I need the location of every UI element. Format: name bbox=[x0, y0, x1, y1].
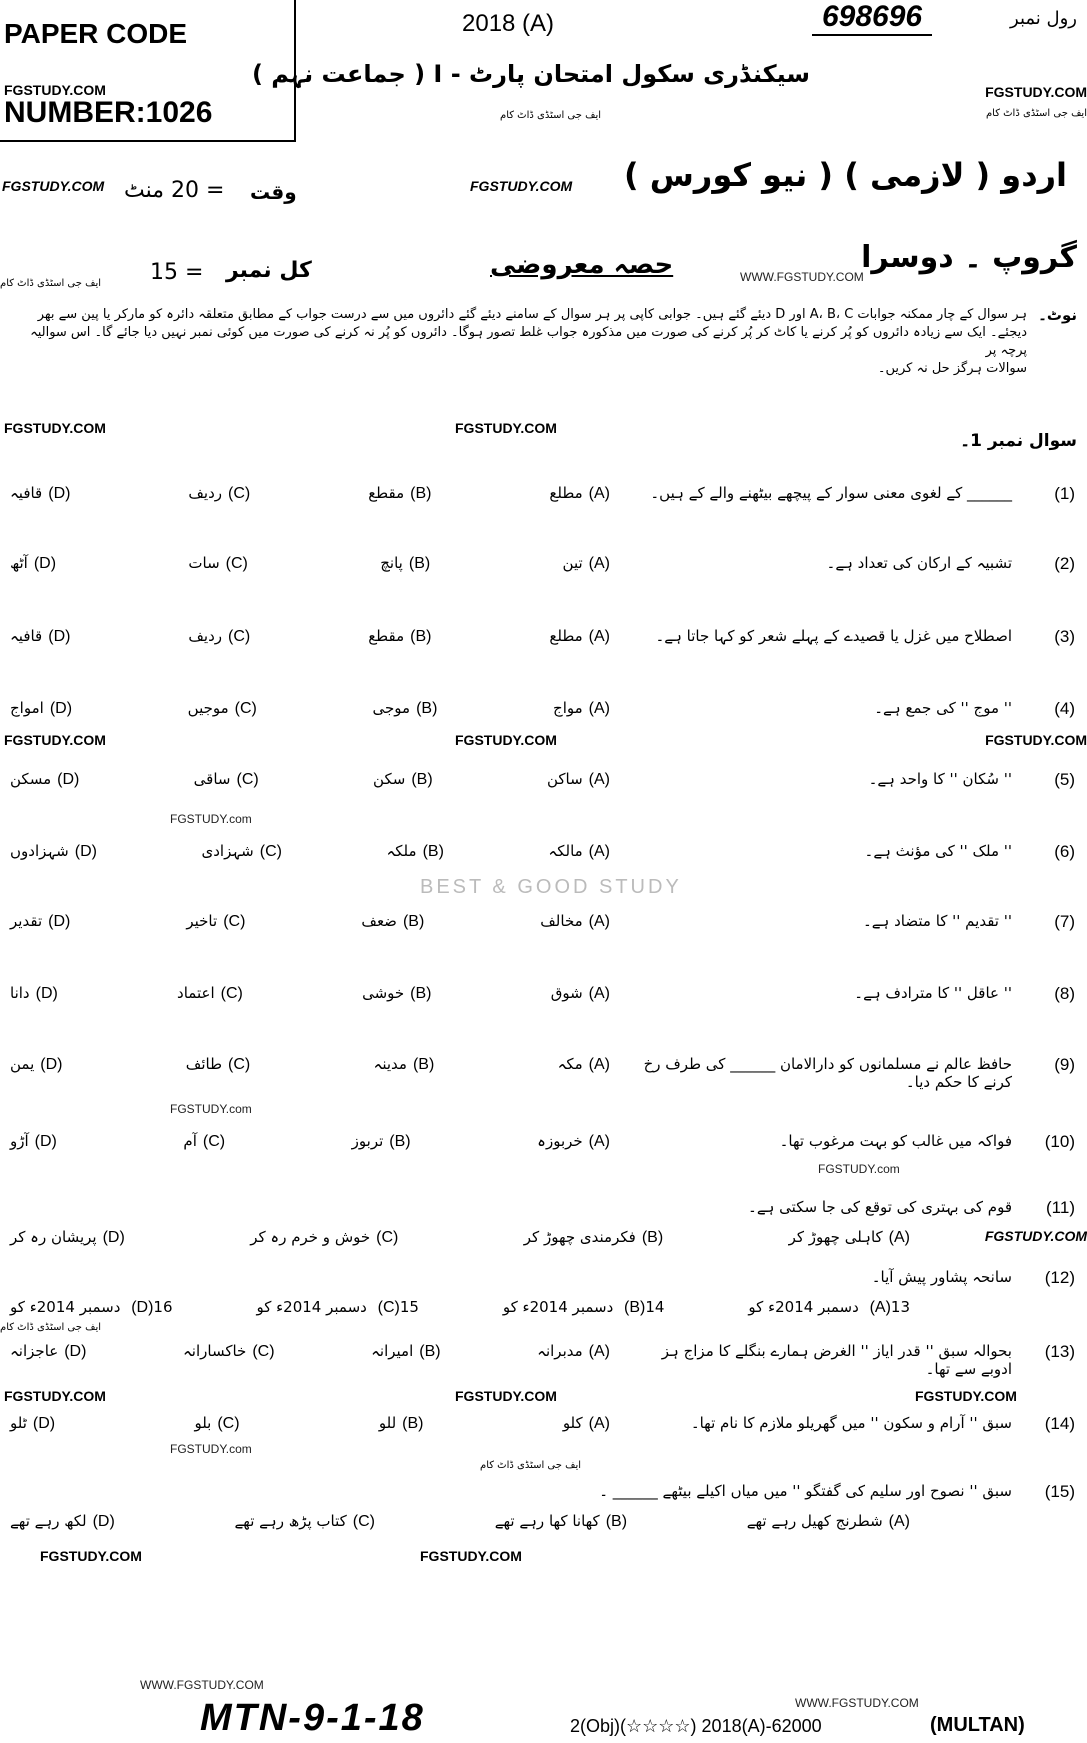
option-label: (A) bbox=[588, 1343, 610, 1360]
option-d bbox=[10, 484, 70, 503]
option-label: (D) bbox=[64, 1343, 87, 1360]
watermark: WWW.FGSTUDY.COM bbox=[140, 1678, 264, 1692]
question-number: (2) bbox=[1054, 554, 1075, 573]
option-label: (D) bbox=[48, 913, 71, 930]
option-label: (A) bbox=[588, 628, 610, 645]
option-a bbox=[549, 627, 610, 646]
option-label: (A) bbox=[588, 843, 610, 860]
option-text: سکن bbox=[373, 770, 406, 788]
option-c bbox=[188, 554, 247, 573]
option-text: خربوزہ bbox=[537, 1132, 583, 1150]
footer-city: (MULTAN) bbox=[930, 1714, 1025, 1736]
options-row bbox=[10, 1512, 910, 1531]
option-c bbox=[188, 627, 250, 646]
option-label: (D) bbox=[40, 1056, 63, 1073]
option-a bbox=[549, 484, 610, 503]
watermark-urdu: ایف جی اسٹڈی ڈاٹ کام bbox=[500, 110, 602, 121]
option-text: خوش و خرم رہ کر bbox=[250, 1228, 371, 1246]
option-label: (D) bbox=[32, 1415, 56, 1432]
option-d bbox=[10, 1342, 86, 1361]
option-text: کاہلی چھوڑ کر bbox=[788, 1228, 883, 1246]
watermark: FGSTUDY.COM bbox=[2, 178, 105, 194]
option-label: (D) bbox=[102, 1229, 125, 1246]
option-text: آڑو bbox=[10, 1132, 29, 1150]
watermark: FGSTUDY.com bbox=[170, 812, 252, 826]
option-label: (D) bbox=[35, 985, 58, 1002]
footer-code: 2(Obj)(☆☆☆☆) 2018(A)-62000 bbox=[570, 1716, 822, 1736]
options-row bbox=[10, 1342, 610, 1361]
option-text: بلو bbox=[194, 1414, 212, 1432]
option-text: قافیہ bbox=[10, 627, 43, 645]
question-text: حافظ عالم نے مسلمانوں کو دارالامان ______ کی طرف رخ کرنے کا حکم دیا۔ bbox=[643, 1055, 1012, 1091]
option-label: (A) bbox=[588, 771, 610, 788]
option-d bbox=[10, 912, 70, 931]
question-text: '' تقدیم '' کا متضاد ہے۔ bbox=[862, 912, 1012, 930]
option-label: (B) bbox=[422, 843, 444, 860]
option-label: (B) bbox=[410, 985, 432, 1002]
option-text: ردیف bbox=[188, 484, 223, 502]
option-c bbox=[186, 912, 245, 931]
option-label: (B) bbox=[419, 1343, 441, 1360]
option-d bbox=[10, 1055, 62, 1074]
question-text: تشبیہ کے ارکان کی تعداد ہے۔ bbox=[826, 554, 1012, 572]
option-text: مقطع bbox=[368, 627, 405, 645]
watermark-urdu: ایف جی اسٹڈی ڈاٹ کام bbox=[480, 1460, 582, 1471]
option-label: (B) bbox=[641, 1229, 664, 1246]
option-b bbox=[368, 627, 431, 646]
watermark: FGSTUDY.COM bbox=[985, 84, 1087, 100]
question-number: (14) bbox=[1044, 1414, 1075, 1433]
option-c bbox=[188, 699, 257, 718]
option-c bbox=[186, 1055, 250, 1074]
option-text: خوشی bbox=[362, 984, 405, 1002]
option-text: مدبرانہ bbox=[537, 1342, 583, 1360]
options-row bbox=[10, 1414, 610, 1433]
option-c bbox=[183, 1342, 275, 1361]
question-number: (3) bbox=[1054, 627, 1075, 646]
options-row bbox=[10, 554, 610, 573]
watermark: FGSTUDY.COM bbox=[420, 1548, 522, 1564]
option-label: (C) bbox=[234, 700, 257, 717]
option-c bbox=[183, 1132, 225, 1151]
option-a bbox=[553, 699, 610, 718]
option-d bbox=[10, 1132, 57, 1151]
option-a bbox=[537, 1342, 610, 1361]
option-text: شہزادوں bbox=[10, 842, 69, 860]
option-b bbox=[368, 484, 431, 503]
option-label: (A) bbox=[888, 1513, 910, 1530]
option-label: (D) bbox=[34, 1133, 57, 1150]
option-text: آٹھ bbox=[10, 554, 28, 572]
option-text: تاخیر bbox=[186, 912, 218, 930]
option-text: یمن bbox=[10, 1055, 35, 1073]
option-text: لکھ رہے تھے bbox=[10, 1512, 87, 1530]
option-b bbox=[371, 1342, 440, 1361]
question-number: (1) bbox=[1054, 484, 1075, 503]
option-text: ساقی bbox=[193, 770, 231, 788]
option-label: (D) bbox=[57, 771, 80, 788]
watermark: FGSTUDY.COM bbox=[4, 420, 106, 436]
options-row bbox=[10, 842, 610, 861]
option-d bbox=[10, 554, 56, 573]
option-a bbox=[548, 842, 610, 861]
option-d bbox=[10, 1512, 115, 1531]
option-text: اعتماد bbox=[177, 984, 215, 1002]
footer-stamp: MTN-9-1-18 bbox=[200, 1697, 425, 1739]
question-text: سبق '' نصوح اور سلیم کی گفتگو '' میں میاں اکیلے بیٹھے ______ ۔ bbox=[599, 1482, 1012, 1500]
question-text: بحوالہ سبق '' قدر ایاز '' الغرض ہمارے بنگلے کا مزاج ہز ادوبے سے تھا۔ bbox=[661, 1342, 1012, 1378]
option-text: پانچ bbox=[380, 554, 403, 572]
question-number: (9) bbox=[1054, 1055, 1075, 1074]
option-label: (B) bbox=[402, 1415, 424, 1432]
time-value: = 20 منٹ bbox=[124, 178, 225, 203]
option-text: 15 دسمبر 2014ء کو bbox=[256, 1298, 419, 1316]
option-label: (A) bbox=[588, 1133, 610, 1150]
options-row bbox=[10, 1132, 610, 1151]
watermark: FGSTUDY.com bbox=[818, 1162, 900, 1176]
option-label: (C) bbox=[352, 1513, 376, 1530]
options-row bbox=[10, 1298, 910, 1317]
option-text: کتاب پڑھ رہے تھے bbox=[234, 1512, 347, 1530]
option-label: (C) bbox=[217, 1415, 240, 1432]
option-a bbox=[789, 1228, 910, 1247]
option-label: (D) bbox=[33, 555, 57, 572]
option-text: موجیں bbox=[187, 699, 229, 717]
option-text: مقطع bbox=[368, 484, 405, 502]
option-text: دانا bbox=[10, 984, 30, 1002]
option-label: (D) bbox=[49, 700, 73, 717]
option-label: (A) bbox=[888, 1229, 910, 1246]
option-text: سات bbox=[188, 554, 220, 572]
option-c bbox=[202, 842, 282, 861]
option-label: (A) bbox=[588, 1415, 610, 1432]
option-text: تین bbox=[562, 554, 583, 572]
option-label: (A) bbox=[588, 985, 610, 1002]
option-text: مکہ bbox=[557, 1055, 583, 1073]
option-text: مطلع bbox=[549, 484, 583, 502]
watermark-urdu: ایف جی اسٹڈی ڈاٹ کام bbox=[0, 1322, 102, 1333]
question-heading: سوال نمبر 1۔ bbox=[960, 431, 1077, 451]
question-number: (10) bbox=[1044, 1132, 1075, 1151]
watermark: FGSTUDY.COM bbox=[455, 420, 557, 436]
question-number: (11) bbox=[1046, 1198, 1075, 1217]
question-text: '' سُکان '' کا واحد ہے۔ bbox=[868, 770, 1012, 788]
option-label: (B) bbox=[410, 628, 432, 645]
option-label: (B) bbox=[408, 555, 431, 572]
paper-code-number: NUMBER:1026 bbox=[4, 96, 213, 129]
watermark: FGSTUDY.COM bbox=[985, 732, 1087, 748]
option-text: کلو bbox=[562, 1414, 583, 1432]
option-c bbox=[256, 1298, 418, 1317]
option-text: مخالف bbox=[540, 912, 583, 930]
option-label: (A) bbox=[588, 1056, 610, 1073]
option-label: (C) bbox=[202, 1133, 226, 1150]
option-b bbox=[374, 1055, 435, 1074]
option-text: للو bbox=[378, 1414, 397, 1432]
option-text: آم bbox=[183, 1132, 197, 1150]
option-text: شہزادی bbox=[201, 842, 254, 860]
option-b bbox=[386, 842, 443, 861]
option-c bbox=[177, 984, 243, 1003]
option-text: 13 دسمبر 2014ء کو bbox=[748, 1298, 910, 1316]
option-text: مطلع bbox=[549, 627, 583, 645]
question-number: (12) bbox=[1044, 1268, 1075, 1287]
watermark: FGSTUDY.COM bbox=[4, 732, 106, 748]
option-label: (D) bbox=[48, 628, 71, 645]
question-text: '' عاقل '' کا مترادف ہے۔ bbox=[854, 984, 1012, 1002]
option-label: (D) bbox=[131, 1299, 154, 1316]
note-line-3: سوالات ہرگز حل نہ کریں۔ bbox=[877, 361, 1027, 376]
option-label: (C) bbox=[228, 485, 251, 502]
option-label: (D) bbox=[48, 485, 71, 502]
option-label: (C) bbox=[376, 1229, 399, 1246]
paper-code-label: PAPER CODE bbox=[4, 18, 188, 49]
option-text: کھانا کھا رہے تھے bbox=[494, 1512, 600, 1530]
watermark: FGSTUDY.COM bbox=[455, 732, 557, 748]
exam-title: سیکنڈری سکول امتحان پارٹ - I ( جماعت نہم ) bbox=[251, 60, 810, 88]
option-text: تقدیر bbox=[10, 912, 43, 930]
option-b bbox=[524, 1228, 663, 1247]
option-label: (B) bbox=[411, 771, 433, 788]
option-text: پریشان رہ کر bbox=[10, 1228, 97, 1246]
option-d bbox=[10, 842, 97, 861]
option-b bbox=[361, 912, 424, 931]
option-text: 16 دسمبر 2014ء کو bbox=[10, 1298, 173, 1316]
option-text: ضعف bbox=[361, 912, 397, 930]
option-label: (B) bbox=[416, 700, 438, 717]
option-a bbox=[747, 1512, 910, 1531]
watermark: FGSTUDY.com bbox=[170, 1442, 252, 1456]
option-label: (B) bbox=[412, 1056, 435, 1073]
section-title: حصہ معروضی bbox=[490, 250, 674, 280]
note-line-1: ہر سوال کے چار ممکنہ جوابات A، B، C اور D دیئے گئے ہیں۔ جوابی کاپی پر ہر سوال کے سامنے دیئے گئے دائروں میں سے درست جواب کے مطابق متعلقہ دائرہ کو مارکر یا پین سے بھر bbox=[37, 307, 1027, 322]
question-text: ______ کے لغوی معنی سوار کے پیچھے بیٹھنے والے کے ہیں۔ bbox=[650, 484, 1012, 502]
option-b bbox=[362, 984, 431, 1003]
options-row bbox=[10, 627, 610, 646]
option-label: (C) bbox=[259, 843, 282, 860]
option-label: (D) bbox=[92, 1513, 115, 1530]
question-number: (4) bbox=[1054, 699, 1075, 718]
watermark: FGSTUDY.com bbox=[170, 1102, 252, 1116]
watermark-urdu: ایف جی اسٹڈی ڈاٹ کام bbox=[0, 278, 102, 289]
options-row bbox=[10, 484, 610, 503]
watermark: FGSTUDY.COM bbox=[40, 1548, 142, 1564]
note-body bbox=[12, 306, 1027, 378]
question-number: (6) bbox=[1054, 842, 1075, 861]
option-text: ٹلو bbox=[10, 1414, 27, 1432]
note-line-2: دیجئے۔ ایک سے زیادہ دائروں کو پُر کرنے یا کاٹ کر پُر کرنے کی صورت میں مذکورہ جواب غلط تصور ہوگا۔ دائروں کو پُر نہ کرنے کی صورت میں کوئی نمبر نہیں دیا جائے گا۔ اس سوالیہ پرچہ پر bbox=[30, 325, 1027, 358]
option-d bbox=[10, 984, 58, 1003]
total-marks-label: کل نمبر bbox=[226, 258, 312, 283]
watermark: FGSTUDY.COM bbox=[4, 1388, 106, 1404]
option-text: شوق bbox=[550, 984, 583, 1002]
watermark: FGSTUDY.COM bbox=[455, 1388, 557, 1404]
option-text: مواج bbox=[553, 699, 583, 717]
option-text: تربوز bbox=[351, 1132, 384, 1150]
subject-title: اردو ( لازمی ) ( نیو کورس ) bbox=[623, 156, 1067, 194]
option-label: (C) bbox=[223, 913, 246, 930]
options-row bbox=[10, 1055, 610, 1074]
option-b bbox=[373, 770, 433, 789]
question-number: (15) bbox=[1044, 1482, 1075, 1501]
option-text: ملکہ bbox=[386, 842, 417, 860]
option-text: شطرنج کھیل رہے تھے bbox=[746, 1512, 883, 1530]
option-text: مالکہ bbox=[548, 842, 583, 860]
option-d bbox=[10, 1298, 172, 1317]
option-label: (A) bbox=[588, 913, 610, 930]
option-b bbox=[380, 554, 430, 573]
option-label: (A) bbox=[588, 485, 610, 502]
question-text: سبق '' آرام و سکون '' میں گھریلو ملازم کا نام تھا۔ bbox=[690, 1414, 1012, 1432]
option-text: امیرانہ bbox=[371, 1342, 414, 1360]
option-text: 14 دسمبر 2014ء کو bbox=[502, 1298, 665, 1316]
roll-number-label: رول نمبر bbox=[1010, 8, 1077, 29]
option-label: (C) bbox=[252, 1343, 275, 1360]
option-text: قافیہ bbox=[10, 484, 43, 502]
watermark: WWW.FGSTUDY.COM bbox=[740, 270, 864, 284]
option-label: (C) bbox=[220, 985, 243, 1002]
watermark: FGSTUDY.COM bbox=[4, 82, 106, 98]
option-text: امواج bbox=[10, 699, 44, 717]
option-a bbox=[537, 1132, 610, 1151]
option-label: (B) bbox=[410, 485, 432, 502]
option-b bbox=[379, 1414, 424, 1433]
option-c bbox=[194, 770, 259, 789]
option-text: ردیف bbox=[188, 627, 223, 645]
option-text: فکرمندی چھوڑ کر bbox=[523, 1228, 636, 1246]
option-text: طائف bbox=[185, 1055, 223, 1073]
option-label: (D) bbox=[74, 843, 97, 860]
question-text: فواکہ میں غالب کو بہت مرغوب تھا۔ bbox=[779, 1132, 1012, 1150]
option-c bbox=[235, 1512, 376, 1531]
option-c bbox=[250, 1228, 398, 1247]
option-text: ساکن bbox=[546, 770, 583, 788]
options-row bbox=[10, 912, 610, 931]
option-c bbox=[188, 484, 250, 503]
question-text: '' موج '' کی جمع ہے۔ bbox=[874, 699, 1012, 717]
option-text: مسکن bbox=[10, 770, 52, 788]
option-b bbox=[373, 699, 438, 718]
option-d bbox=[10, 1228, 125, 1247]
options-row bbox=[10, 699, 610, 718]
question-number: (13) bbox=[1044, 1342, 1075, 1361]
watermark: FGSTUDY.COM bbox=[470, 178, 573, 194]
option-d bbox=[10, 1414, 55, 1433]
option-a bbox=[540, 912, 610, 931]
question-text: قوم کی بہتری کی توقع کی جا سکتی ہے۔ bbox=[748, 1198, 1012, 1216]
question-number: (5) bbox=[1054, 770, 1075, 789]
option-b bbox=[495, 1512, 627, 1531]
roll-number: 698696 bbox=[812, 0, 932, 36]
option-a bbox=[547, 770, 610, 789]
option-label: (B) bbox=[402, 913, 425, 930]
option-text: خاکسارانہ bbox=[183, 1342, 247, 1360]
option-text: عاجزانہ bbox=[10, 1342, 59, 1360]
option-d bbox=[10, 627, 70, 646]
option-b bbox=[503, 1298, 665, 1317]
option-label: (B) bbox=[389, 1133, 411, 1150]
options-row bbox=[10, 770, 610, 789]
question-text: '' ملک '' کی مؤنث ہے۔ bbox=[864, 842, 1012, 860]
option-label: (B) bbox=[605, 1513, 628, 1530]
option-label: (C) bbox=[225, 555, 248, 572]
option-label: (C) bbox=[228, 628, 251, 645]
option-label: (C) bbox=[228, 1056, 251, 1073]
option-label: (A) bbox=[588, 700, 610, 717]
exam-year: 2018 (A) bbox=[462, 10, 555, 37]
option-text: موجی bbox=[372, 699, 411, 717]
options-row bbox=[10, 1228, 910, 1247]
question-number: (8) bbox=[1054, 984, 1075, 1003]
options-row bbox=[10, 984, 610, 1003]
option-d bbox=[10, 699, 72, 718]
option-label: (B) bbox=[624, 1299, 646, 1316]
watermark: FGSTUDY.COM bbox=[984, 1228, 1087, 1244]
option-a bbox=[551, 984, 610, 1003]
option-b bbox=[352, 1132, 411, 1151]
total-marks-value: = 15 bbox=[150, 260, 204, 285]
question-text: سانحہ پشاور پیش آیا۔ bbox=[871, 1268, 1012, 1286]
question-text: اصطلاح میں غزل یا قصیدے کے پہلے شعر کو کہا جاتا ہے۔ bbox=[655, 627, 1012, 645]
option-a bbox=[558, 1055, 610, 1074]
time-label: وقت bbox=[250, 180, 297, 204]
watermark: WWW.FGSTUDY.COM bbox=[795, 1696, 919, 1710]
option-label: (C) bbox=[236, 771, 259, 788]
watermark-urdu: ایف جی اسٹڈی ڈاٹ کام bbox=[985, 108, 1087, 119]
option-c bbox=[194, 1414, 239, 1433]
option-a bbox=[563, 1414, 610, 1433]
option-label: (A) bbox=[588, 555, 610, 572]
note-label: نوٹ۔ bbox=[1038, 306, 1077, 324]
option-a bbox=[563, 554, 610, 573]
option-a bbox=[748, 1298, 910, 1317]
watermark-diagonal: BEST & GOOD STUDY bbox=[420, 876, 682, 898]
option-label: (A) bbox=[869, 1299, 891, 1316]
option-text: مدینہ bbox=[373, 1055, 407, 1073]
question-number: (7) bbox=[1054, 912, 1075, 931]
option-d bbox=[10, 770, 79, 789]
option-label: (C) bbox=[377, 1299, 400, 1316]
watermark: FGSTUDY.COM bbox=[915, 1388, 1017, 1404]
group-title: گروپ ۔ دوسرا bbox=[861, 240, 1077, 275]
